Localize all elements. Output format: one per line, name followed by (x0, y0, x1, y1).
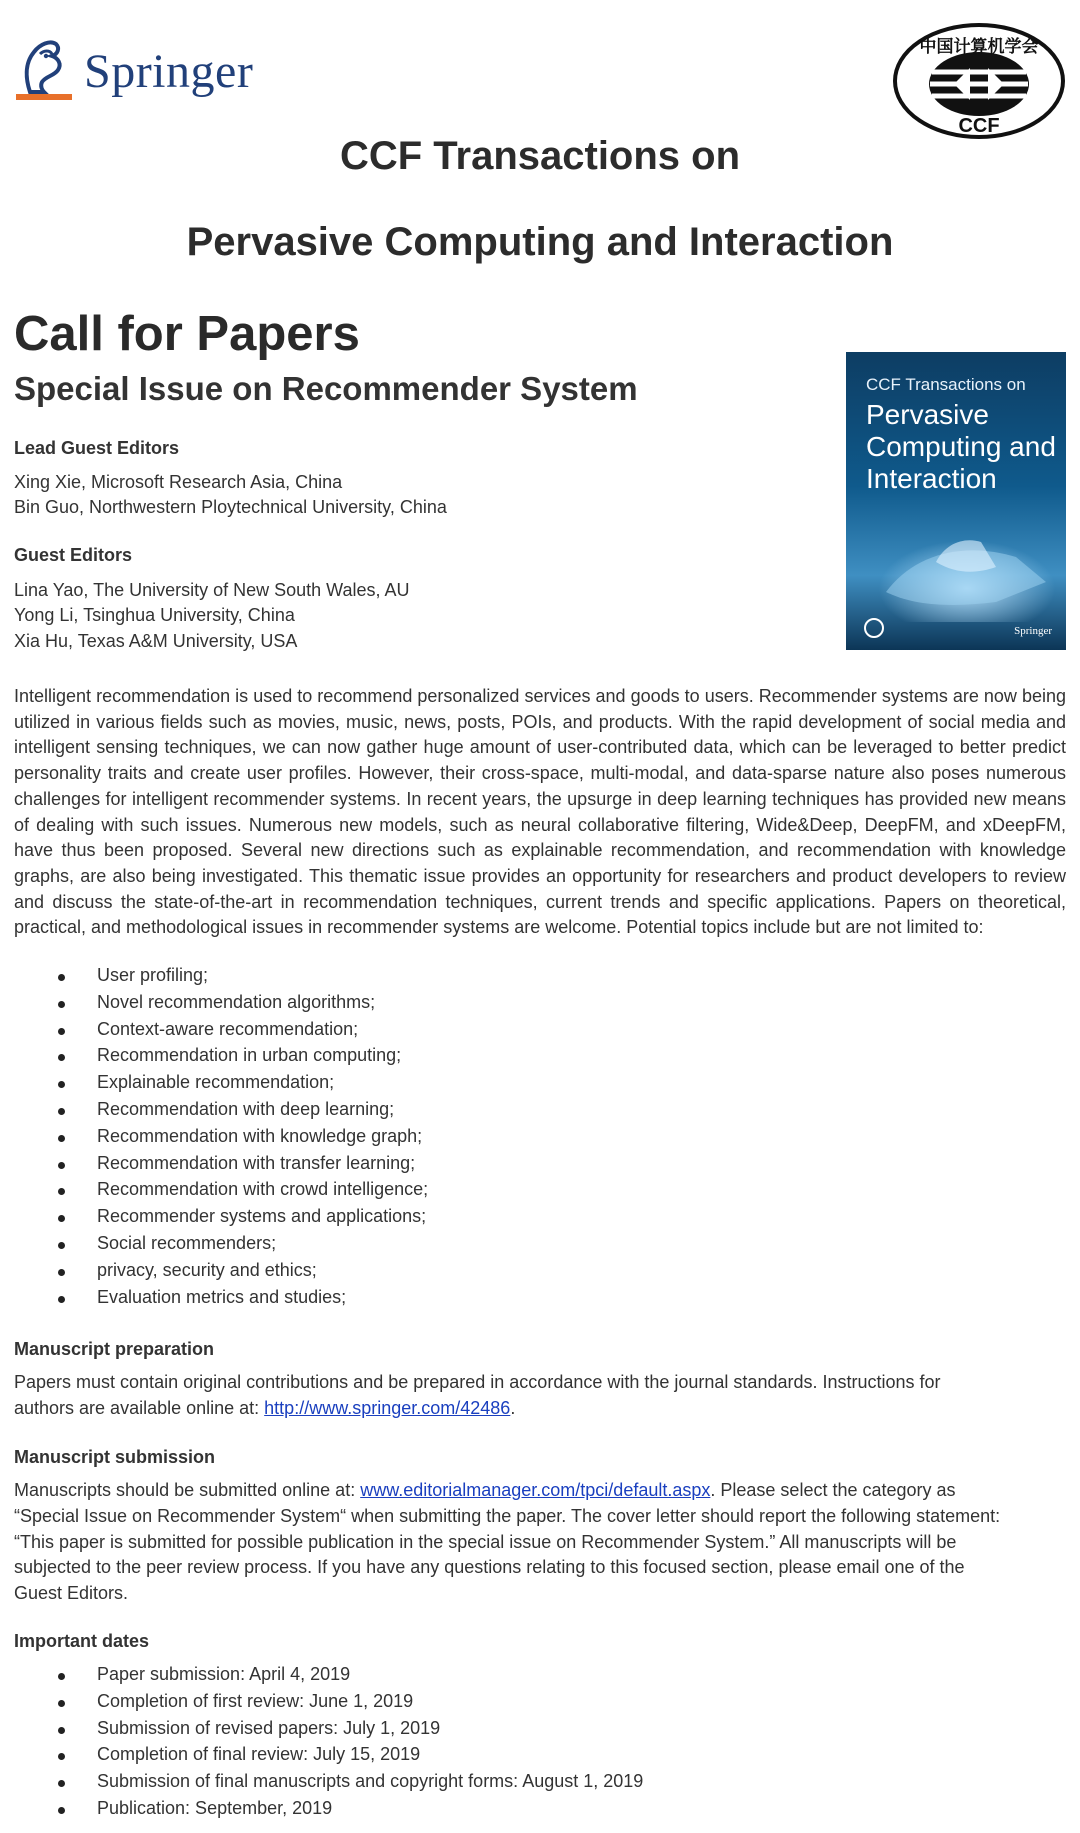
guest-editors-heading: Guest Editors (14, 545, 133, 565)
ccf-logo-text: 中国计算机学会 (919, 37, 1039, 57)
bullet-icon (58, 1673, 65, 1680)
submission-line5: Guest Editors. (14, 1583, 129, 1603)
preparation-line1: Papers must contain original contributions and be prepared in accordance with the journal standards. Instructions for (14, 1372, 941, 1392)
journal-cover-image (846, 352, 1066, 650)
bullet-icon (58, 1807, 65, 1814)
bullet-icon (58, 1269, 65, 1276)
bullet-icon (58, 1001, 65, 1008)
bullet-icon (58, 1108, 65, 1115)
springer-instructions-link[interactable]: http://www.springer.com/42486 (264, 1398, 511, 1418)
guest-editor-1: Lina Yao, The University of New South Wales, AU (14, 580, 410, 600)
bullet-icon (58, 1753, 65, 1760)
submission-line3: “This paper is submitted for possible publication in the special issue on Recommender System.” All manuscripts will be (14, 1532, 957, 1552)
journal-title-line1: CCF Transactions on (339, 134, 741, 178)
submission-line4: subjected to the peer review process. If you have any questions relating to this focused section, please email one of the (14, 1557, 965, 1577)
intro-paragraph: Intelligent recommendation is used to recommend personalized services and goods to users. Recommender systems are now being utilized in various fields such as movies, music, news, posts, POIs, and products. With the rapid development of social media and intelligent sensing techniques, we can now gather huge amount of user-contributed data, which can be leveraged to better predict personality traits and create user profiles. However, their cross-space, multi-modal, and data-sparse nature also poses numerous challenges for intelligent recommender systems. In recent years, the upsurge in deep learning techniques has provided new means of dealing with such issues. Numerous new models, such as neural collaborative filtering, Wide&Deep, DeepFM, and xDeepFM, have thus been proposed. Several new directions such as explainable recommendation, and recommendation with knowledge graphs, are also being investigated. This thematic issue provides an opportunity for researchers and product developers to review and discuss the state-of-the-art in recommendation techniques, current trends and specific applications. Papers on theoretical, practical, and methodological issues in recommender systems are welcome. Potential topics include but are not limited to: (14, 686, 1066, 938)
submission-line1: Manuscripts should be submitted online at: www.editorialmanager.com/tpci/default.aspx. Please select the category as (14, 1480, 956, 1500)
bullet-icon (58, 1188, 65, 1195)
special-issue-title: Special Issue on Recommender System (14, 370, 638, 407)
bullet-icon (58, 1780, 65, 1787)
lead-editor-1: Xing Xie, Microsoft Research Asia, China (14, 472, 343, 492)
cover-line1: CCF Transactions on (866, 375, 1026, 394)
bullet-icon (58, 1028, 65, 1035)
bullet-icon (58, 1162, 65, 1169)
bullet-icon (58, 1242, 65, 1249)
bullet-icon (58, 1054, 65, 1061)
ccf-logo (892, 22, 1066, 140)
bullet-icon (58, 1700, 65, 1707)
cover-line3: Computing and (866, 431, 1056, 462)
editorial-manager-link[interactable]: www.editorialmanager.com/tpci/default.aspx (360, 1480, 711, 1500)
springer-horse-icon (16, 34, 72, 102)
preparation-line2: authors are available online at: http://www.springer.com/42486. (14, 1398, 516, 1418)
lead-guest-editors-heading: Lead Guest Editors (14, 438, 180, 458)
bullet-icon (58, 1296, 65, 1303)
journal-title-line2: Pervasive Computing and Interaction (186, 220, 894, 264)
ccf-logo-abbr: CCF (958, 115, 1000, 137)
bullet-icon (58, 974, 65, 981)
submission-heading: Manuscript submission (14, 1447, 216, 1467)
guest-editor-3: Xia Hu, Texas A&M University, USA (14, 631, 298, 651)
springer-logo (16, 34, 276, 106)
bullet-icon (58, 1215, 65, 1222)
lead-editor-2: Bin Guo, Northwestern Ploytechnical University, China (14, 497, 447, 517)
bullet-icon (58, 1727, 65, 1734)
springer-wordmark: Springer (84, 45, 254, 98)
bullet-icon (58, 1135, 65, 1142)
cover-line4: Interaction (866, 463, 997, 494)
preparation-heading: Manuscript preparation (14, 1339, 215, 1359)
guest-editor-2: Yong Li, Tsinghua University, China (14, 605, 295, 625)
cover-publisher: Springer (1014, 625, 1052, 637)
page-title: Call for Papers (14, 307, 360, 361)
dates-heading: Important dates (14, 1631, 150, 1651)
submission-line2: “Special Issue on Recommender System“ when submitting the paper. The cover letter should report the following statement: (14, 1506, 1001, 1526)
bullet-icon (58, 1081, 65, 1088)
cover-line2: Pervasive (866, 399, 989, 430)
